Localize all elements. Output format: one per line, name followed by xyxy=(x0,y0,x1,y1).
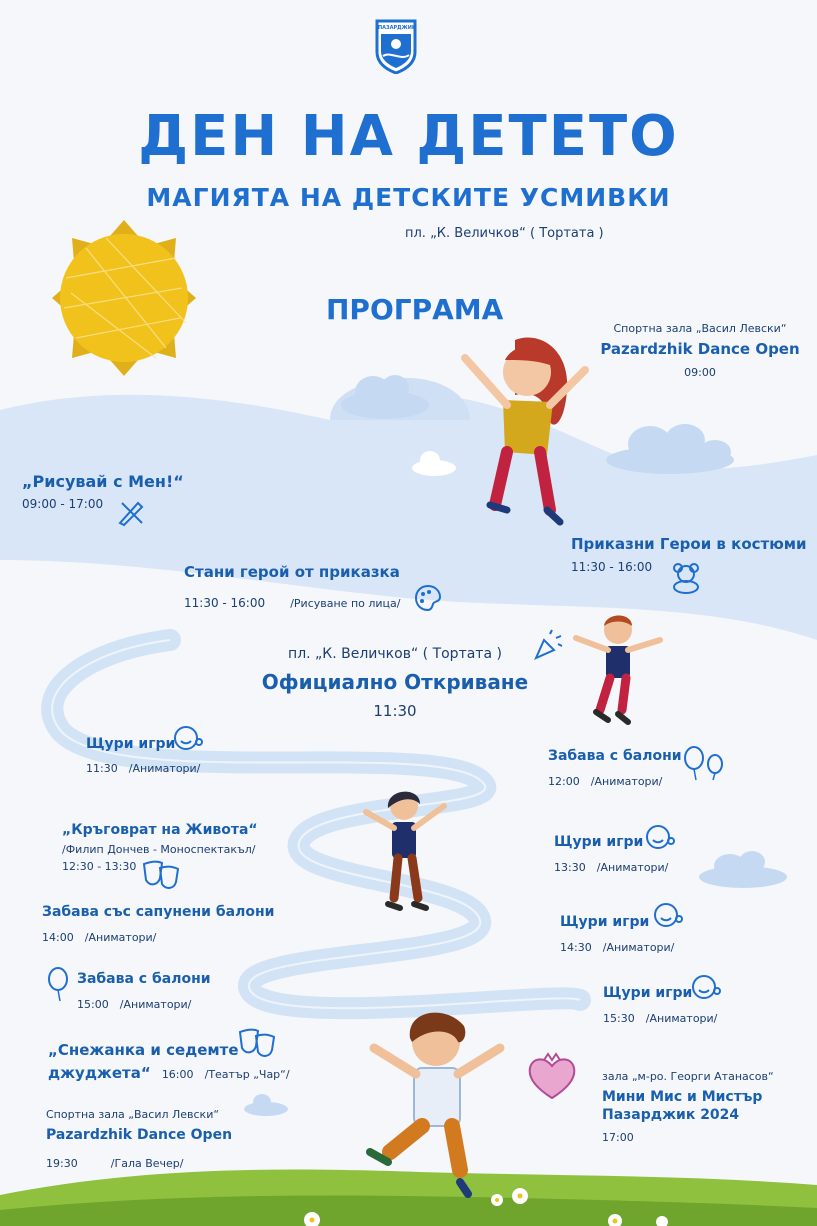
event-note: /Аниматори/ xyxy=(645,1012,718,1025)
face-icon xyxy=(690,974,722,1000)
event-time: 12:00 xyxy=(548,775,580,788)
event-time: 15:30 xyxy=(603,1012,635,1025)
cloud-5 xyxy=(244,1094,288,1116)
event-time: 12:30 - 13:30 xyxy=(62,860,137,873)
sun-icon xyxy=(46,218,202,378)
event-note: /Гала Вечер/ xyxy=(110,1157,184,1170)
girl-illustration xyxy=(360,786,452,916)
jumping-boy-illustration xyxy=(572,610,664,730)
event-venue: Спортна зала „Васил Левски“ xyxy=(46,1108,220,1121)
event-note: /Аниматори/ xyxy=(602,941,675,954)
jumping-boy-illustration xyxy=(360,1002,510,1198)
crest-text: ПАЗАРДЖИК xyxy=(378,25,416,31)
palette-icon xyxy=(414,584,442,612)
event-location: пл. „К. Величков“ ( Тортата ) xyxy=(288,646,502,662)
event-title: Забава с балони xyxy=(77,971,211,987)
pencil-brush-icon xyxy=(116,497,146,527)
event-note: /Театър „Чар“/ xyxy=(204,1068,290,1081)
face-icon xyxy=(172,725,204,751)
event-time: 11:30 - 16:00 xyxy=(184,596,266,610)
city-crest xyxy=(374,18,418,74)
cloud-4 xyxy=(699,851,787,888)
event-title: Щури игри xyxy=(560,914,650,930)
event-note: /Аниматори/ xyxy=(590,775,663,788)
event-time: 19:30 xyxy=(46,1157,78,1170)
event-dance-open-evening xyxy=(46,1108,232,1171)
event-title: Забава с балони xyxy=(548,748,682,764)
venue-location: пл. „К. Величков“ ( Тортата ) xyxy=(405,226,604,241)
event-venue: зала „м-ро. Георги Атанасов“ xyxy=(602,1070,774,1083)
event-time: 14:30 xyxy=(560,941,592,954)
event-title: Pazardzhik Dance Open xyxy=(46,1127,233,1143)
event-title: Стани герой от приказка xyxy=(184,563,400,581)
event-title: „Кръговрат на Живота“ xyxy=(62,822,258,838)
event-title: Щури игри xyxy=(86,736,176,752)
event-time: 11:30 xyxy=(373,702,417,720)
face-icon xyxy=(652,902,684,928)
cloud-2 xyxy=(606,424,734,474)
event-note: /Аниматори/ xyxy=(119,998,192,1011)
event-note: /Аниматори/ xyxy=(84,931,157,944)
event-draw-with-me xyxy=(22,472,184,511)
theater-masks-icon xyxy=(142,860,180,890)
program-heading: ПРОГРАМА xyxy=(326,293,504,326)
event-time: 17:00 xyxy=(602,1131,634,1144)
event-balloon-fun-2 xyxy=(77,971,211,1012)
event-time: 09:00 xyxy=(684,366,716,379)
event-title: Щури игри xyxy=(554,834,644,850)
event-venue: Спортна зала „Васил Левски“ xyxy=(613,322,787,335)
event-note: /Рисуване по лица/ xyxy=(290,597,401,610)
event-note: /Филип Дончев - Моноспектакъл/ xyxy=(62,843,256,856)
event-title-line1: „Снежанка и седемте xyxy=(48,1041,239,1059)
event-title-line2: джуджета“ xyxy=(48,1064,151,1082)
event-title: Pazardzhik Dance Open xyxy=(600,340,800,358)
teddy-bear-icon xyxy=(668,562,704,594)
heart-badge-icon xyxy=(526,1052,578,1102)
event-balloon-fun-1 xyxy=(548,748,682,789)
event-become-hero xyxy=(184,563,400,611)
event-mini-miss xyxy=(602,1070,774,1144)
event-note: /Аниматори/ xyxy=(596,861,669,874)
page-subtitle: МАГИЯТА НА ДЕТСКИТЕ УСМИВКИ xyxy=(146,183,671,212)
page-title: ДЕН НА ДЕТЕТО xyxy=(138,104,679,169)
event-soap-bubbles xyxy=(42,904,274,945)
event-title: „Рисувай с Мен!“ xyxy=(22,472,184,491)
event-time: 13:30 xyxy=(554,861,586,874)
jumping-girl-illustration xyxy=(455,330,600,530)
event-title: Официално Откриване xyxy=(261,670,529,694)
event-title: Забава със сапунени балони xyxy=(42,904,275,920)
event-time: 16:00 xyxy=(161,1068,194,1081)
balloon-icon xyxy=(46,966,70,1002)
event-dance-open-morning xyxy=(590,322,810,379)
event-opening xyxy=(230,646,560,720)
event-time: 11:30 xyxy=(86,762,118,775)
event-title-line1: Мини Мис и Мистър xyxy=(602,1089,763,1105)
event-time: 15:00 xyxy=(77,998,109,1011)
event-time: 14:00 xyxy=(42,931,74,944)
event-title-line2: Пазарджик 2024 xyxy=(602,1107,740,1123)
event-title: Щури игри xyxy=(603,985,693,1001)
balloons-icon xyxy=(682,746,726,782)
event-time: 09:00 - 17:00 xyxy=(22,497,104,511)
event-title: Приказни Герои в костюми xyxy=(571,535,807,553)
face-icon xyxy=(644,824,676,850)
event-time: 11:30 - 16:00 xyxy=(571,560,653,574)
theater-masks-icon xyxy=(238,1028,276,1058)
event-note: /Аниматори/ xyxy=(128,762,201,775)
